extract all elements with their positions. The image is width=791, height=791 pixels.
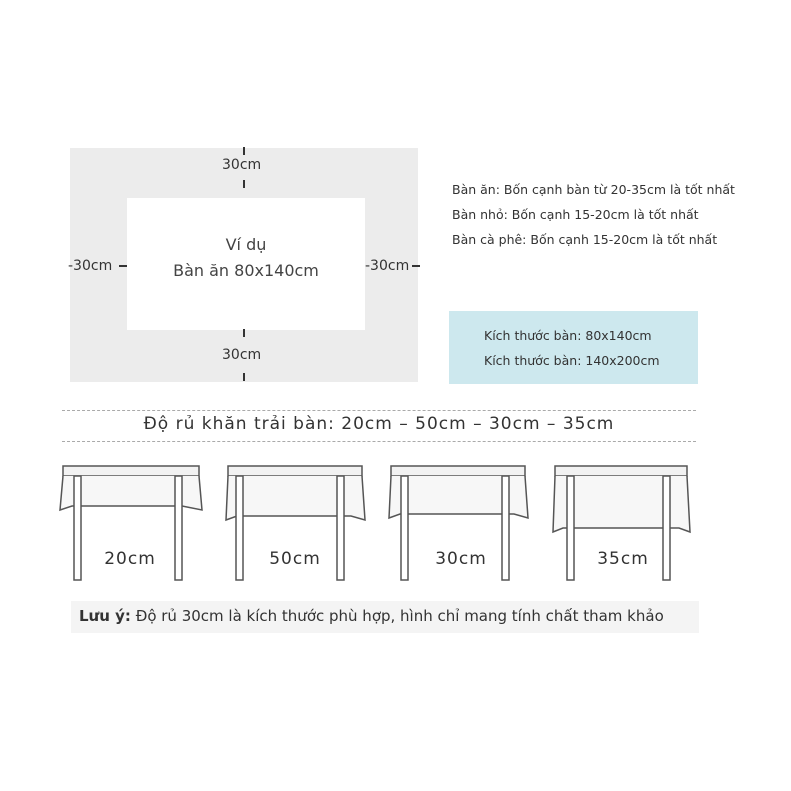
dimension-right-label: -30cm bbox=[365, 258, 410, 274]
table-30cm-label: 30cm bbox=[435, 549, 487, 569]
divider-top bbox=[62, 410, 696, 411]
table-50cm-label: 50cm bbox=[269, 549, 321, 569]
example-table-size: Bàn ăn 80x140cm bbox=[173, 261, 319, 280]
drape-title: Độ rủ khăn trải bàn: 20cm – 50cm – 30cm – 35cm bbox=[143, 414, 615, 434]
note-coffee-table: Bàn cà phê: Bốn cạnh 15-20cm là tốt nhất bbox=[452, 232, 718, 247]
size-option-2: Kích thước bàn: 140x200cm bbox=[484, 353, 660, 368]
dimension-tick-right bbox=[412, 265, 420, 267]
divider-bottom bbox=[62, 441, 696, 442]
dimension-tick-bottom-2 bbox=[243, 373, 245, 381]
table-20cm-label: 20cm bbox=[104, 549, 156, 569]
footnote bbox=[79, 607, 664, 625]
example-title: Ví dụ bbox=[225, 235, 267, 254]
size-option-1: Kích thước bàn: 80x140cm bbox=[484, 328, 652, 343]
footnote-label: Lưu ý: bbox=[79, 607, 131, 625]
dimension-top-label: 30cm bbox=[222, 157, 262, 173]
dimension-left-label: -30cm bbox=[68, 258, 113, 274]
note-dining-table: Bàn ăn: Bốn cạnh bàn từ 20-35cm là tốt nhất bbox=[452, 182, 735, 197]
note-small-table: Bàn nhỏ: Bốn cạnh 15-20cm là tốt nhất bbox=[452, 207, 699, 222]
footnote-text: Độ rủ 30cm là kích thước phù hợp, hình chỉ mang tính chất tham khảo bbox=[130, 607, 664, 625]
dimension-tick-bottom bbox=[243, 329, 245, 337]
dimension-tick-top bbox=[243, 147, 245, 155]
dimension-bottom-label: 30cm bbox=[222, 347, 262, 363]
dimension-tick-left bbox=[119, 265, 127, 267]
size-box bbox=[449, 311, 698, 384]
table-35cm-label: 35cm bbox=[597, 549, 649, 569]
dimension-tick-top-2 bbox=[243, 180, 245, 188]
